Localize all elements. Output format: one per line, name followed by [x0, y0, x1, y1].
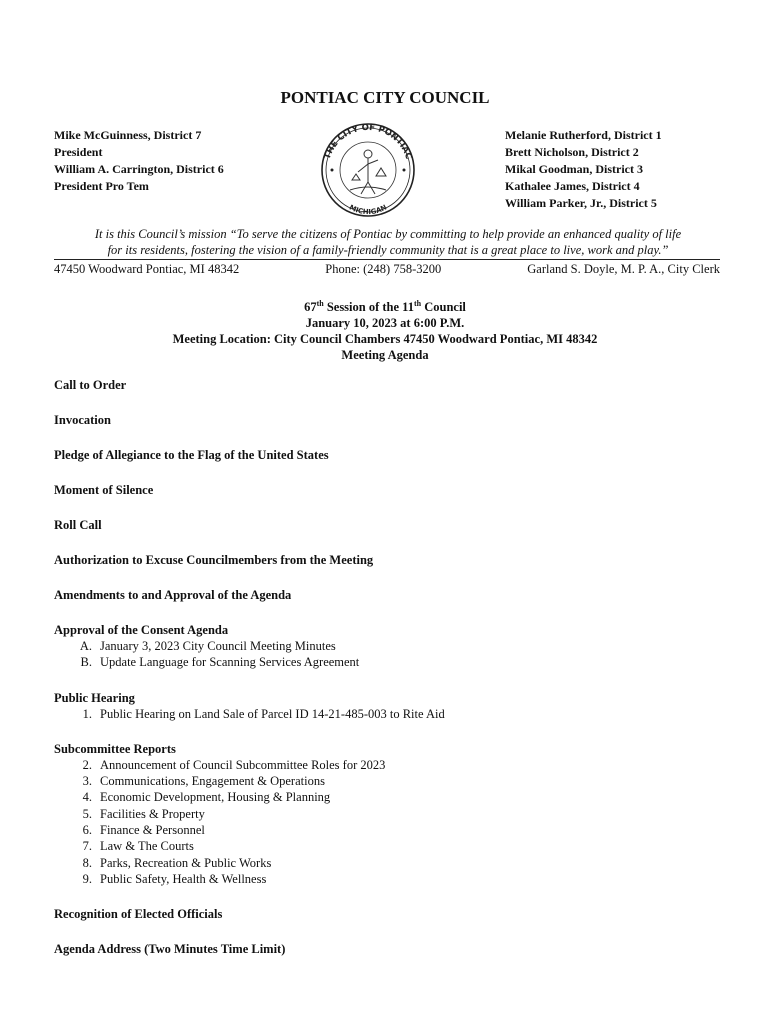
member-line: Brett Nicholson, District 2 [505, 145, 639, 159]
contact-line [54, 262, 720, 277]
mission-statement [54, 226, 722, 258]
member-line: President Pro Tem [54, 179, 149, 193]
member-line: President [54, 145, 103, 159]
section-call-to-order: Call to Order [54, 378, 127, 392]
section-authorization: Authorization to Excuse Councilmembers from the Meeting [54, 553, 374, 567]
city-clerk: Garland S. Doyle, M. P. A., City Clerk [527, 262, 720, 276]
member-line: Mikal Goodman, District 3 [505, 162, 643, 176]
section-invocation: Invocation [54, 413, 111, 427]
subcommittee-items [54, 757, 734, 887]
session-title: 67th Session of the 11th Council [304, 299, 466, 315]
agenda-heading: Meeting Agenda [341, 348, 429, 363]
list-item: B. Update Language for Scanning Services Agreement [80, 655, 360, 670]
mission-line: It is this Council’s mission “To serve the citizens of Pontiac by committing to help provide an enhanced quality of life [94, 227, 682, 241]
session-date: January 10, 2023 at 6:00 P.M. [305, 316, 465, 331]
council-leadership [54, 127, 224, 195]
consent-items [54, 638, 734, 671]
agenda-body [54, 378, 734, 957]
list-item: 3. Communications, Engagement & Operations [82, 774, 325, 789]
list-item: 1. Public Hearing on Land Sale of Parcel ID 14-21-485-003 to Rite Aid [82, 706, 445, 721]
section-consent-agenda: Approval of the Consent Agenda [54, 623, 229, 637]
list-item: 2. Announcement of Council Subcommittee Roles for 2023 [82, 757, 386, 772]
list-item: 8. Parks, Recreation & Public Works [82, 855, 272, 870]
meeting-location: Meeting Location: City Council Chambers 47450 Woodward Pontiac, MI 48342 [172, 332, 598, 347]
list-item: 7. Law & The Courts [82, 839, 194, 854]
city-seal-logo [310, 120, 426, 220]
list-item: 9. Public Safety, Health & Wellness [82, 871, 267, 886]
address: 47450 Woodward Pontiac, MI 48342 [54, 262, 240, 276]
section-amendments: Amendments to and Approval of the Agenda [54, 588, 292, 602]
member-line: Kathalee James, District 4 [505, 179, 640, 193]
section-pledge: Pledge of Allegiance to the Flag of the United States [54, 448, 329, 462]
member-line: Melanie Rutherford, District 1 [505, 128, 662, 142]
list-item: A. January 3, 2023 City Council Meeting Minutes [79, 639, 336, 653]
council-title: PONTIAC CITY COUNCIL [280, 88, 490, 107]
svg-text:THE CITY OF PONTIAC: THE CITY OF PONTIAC [322, 122, 414, 161]
district-members [505, 127, 662, 212]
phone: Phone: (248) 758-3200 [325, 262, 442, 276]
list-item: 5. Facilities & Property [82, 806, 205, 821]
list-item: 4. Economic Development, Housing & Planning [82, 790, 331, 805]
header-divider [54, 259, 720, 260]
section-public-hearing: Public Hearing [54, 690, 135, 705]
member-line: William A. Carrington, District 6 [54, 162, 224, 176]
list-item: 6. Finance & Personnel [82, 823, 205, 838]
section-moment-of-silence: Moment of Silence [54, 483, 154, 497]
session-info [0, 296, 770, 363]
member-line: Mike McGuinness, District 7 [54, 128, 202, 142]
public-hearing-items [54, 706, 734, 722]
section-recognition: Recognition of Elected Officials [54, 907, 223, 922]
section-roll-call: Roll Call [54, 518, 102, 532]
svg-text:MICHIGAN: MICHIGAN [347, 203, 389, 217]
member-line: William Parker, Jr., District 5 [505, 196, 657, 210]
section-subcommittee-reports: Subcommittee Reports [54, 741, 176, 756]
mission-line: for its residents, fostering the vision of a family-friendly community that is a great place to live, work and play.” [107, 243, 669, 257]
section-agenda-address: Agenda Address (Two Minutes Time Limit) [54, 942, 286, 957]
